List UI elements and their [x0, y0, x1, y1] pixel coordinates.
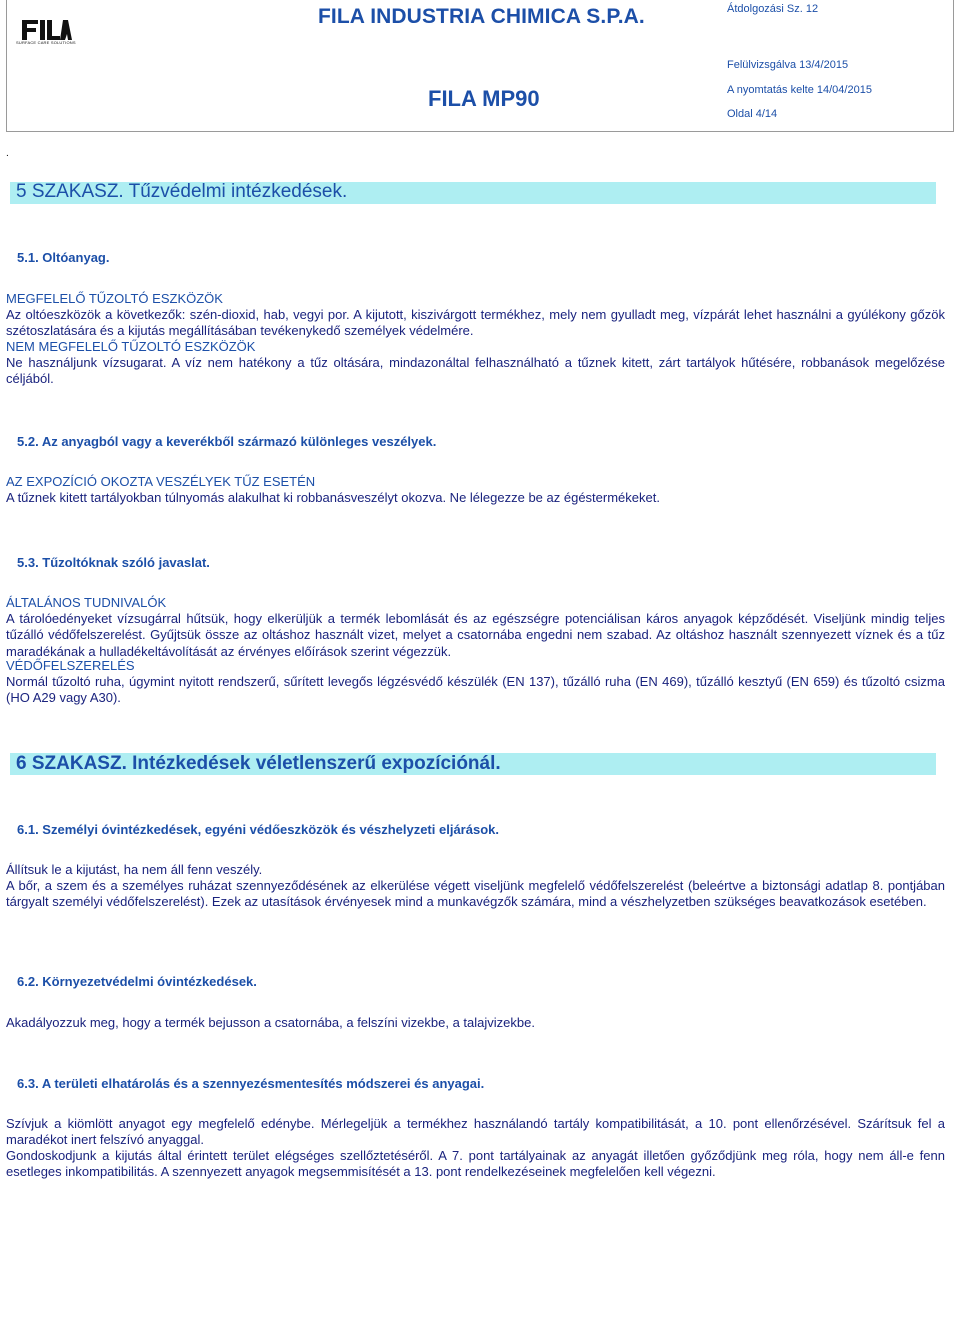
- protective-equipment-text: Normál tűzoltó ruha, úgymint nyitott rendszerű, sűrített levegős légzésvédő készülék (EN 137), tűzálló ruha (EN 469), tűzálló kesztyű (EN 659) és tűzoltó csizma (HO A29 vagy A30).: [6, 674, 945, 706]
- product-name: FILA MP90: [428, 86, 540, 111]
- suitable-media-text: Az oltóeszközök a következők: szén-dioxid, hab, vegyi por. A kijutott, kiszivárgott termékhez, mely nem gyulladt meg, vízpárát lehet használni a gyúlékony gőzök szétoszlatására és a kijutás megállításában tevékenykedő személyek védelmére.: [6, 307, 945, 339]
- stop-release-text: Állítsuk le a kijutást, ha nem áll fenn veszély.: [6, 862, 263, 877]
- subsection-5-3-heading: 5.3. Tűzoltóknak szóló javaslat.: [17, 555, 210, 570]
- general-info-text: A tárolóedényeket vízsugárral hűtsük, hogy elkerüljük a termék lebomlását és az egészségre potenciálisan káros anyagok képződését. Viseljünk mindig teljes tűzálló védőfelszerelést. Gyűjtsük össze az oltáshoz használt vizet, melyet a csatornába engedni nem szabad. Az oltáshoz használt szennyezett víznek és a tűz maradékának a hulladékeltávolítását az érvényes előírások szerint végezzük.: [6, 611, 945, 659]
- print-date: A nyomtatás kelte 14/04/2015: [727, 84, 872, 96]
- review-date: Felülvizsgálva 13/4/2015: [727, 59, 849, 71]
- stray-dot: .: [6, 148, 9, 159]
- subsection-5-2-heading: 5.2. Az anyagból vagy a keverékből származó különleges veszélyek.: [17, 434, 437, 449]
- unsuitable-media-text: Ne használjunk vízsugarat. A víz nem hatékony a tűz oltására, mindazonáltal felhasználható a tűznek kitett, zárt tartályok hűtésére, robbanások megelőzése céljából.: [6, 355, 945, 387]
- page-number: Oldal 4/14: [727, 108, 778, 120]
- subsection-6-1-heading: 6.1. Személyi óvintézkedések, egyéni védőeszközök és vészhelyzeti eljárások.: [17, 822, 499, 837]
- section-5-title: 5 SZAKASZ. Tűzvédelmi intézkedések.: [16, 181, 348, 202]
- unsuitable-media-caption: NEM MEGFELELŐ TŰZOLTÓ ESZKÖZÖK: [6, 339, 256, 354]
- general-info-caption: ÁLTALÁNOS TUDNIVALÓK: [6, 595, 167, 610]
- company-name: FILA INDUSTRIA CHIMICA S.P.A.: [318, 5, 645, 28]
- containment-text: Szívjuk a kiömlött anyagot egy megfelelő edénybe. Mérlegeljük a termékhez használandó tartály kompatibilitását, a 10. pont ellenőrzésével. Szárítsuk fel a maradékot inert felszívó anyaggal.: [6, 1116, 945, 1148]
- environmental-precautions-text: Akadályozzuk meg, hogy a termék bejusson a csatornába, a felszíni vizekbe, a talajvizekbe.: [6, 1015, 535, 1030]
- subsection-5-1-heading: 5.1. Oltóanyag.: [17, 250, 110, 265]
- suitable-media-caption: MEGFELELŐ TŰZOLTÓ ESZKÖZÖK: [6, 291, 223, 306]
- exposure-hazards-text: A tűznek kitett tartályokban túlnyomás alakulhat ki robbanásveszélyt okozva. Ne lélegezze be az égéstermékeket.: [6, 490, 660, 505]
- cleanup-text: Gondoskodjunk a kijutás által érintett terület elégséges szellőztetéséről. A 7. pont tartályainak az anyagát illetően győződjünk meg róla, hogy nem áll-e fenn esetleges inkompatibilitás. A szennyezett anyagok megsemmisítését a 13. pont rendelkezéseinek megfelelően kell végezni.: [6, 1148, 945, 1180]
- personal-precautions-text: A bőr, a szem és a személyes ruházat szennyeződésének az elkerülése végett viseljünk megfelelő védőfelszerelést (beleértve a biztonsági adatlap 8. pontjában tárgyalt személyi védőfelszerelést). Ezek az utasítások érvényesek mind a munkavégzők számára, mind a vészhelyzetben szükséges beavatkozások esetében.: [6, 878, 945, 910]
- subsection-6-2-heading: 6.2. Környezetvédelmi óvintézkedések.: [17, 974, 257, 989]
- section-6-title: 6 SZAKASZ. Intézkedések véletlenszerű expozíciónál.: [16, 753, 501, 774]
- subsection-6-3-heading: 6.3. A területi elhatárolás és a szennyezésmentesítés módszerei és anyagai.: [17, 1076, 485, 1091]
- protective-equipment-caption: VÉDŐFELSZERELÉS: [6, 658, 135, 673]
- exposure-hazards-caption: AZ EXPOZÍCIÓ OKOZTA VESZÉLYEK TŰZ ESETÉN: [6, 474, 316, 489]
- logo-subtitle: SURFACE CARE SOLUTIONS: [16, 40, 76, 45]
- revision-number: Átdolgozási Sz. 12: [727, 3, 819, 15]
